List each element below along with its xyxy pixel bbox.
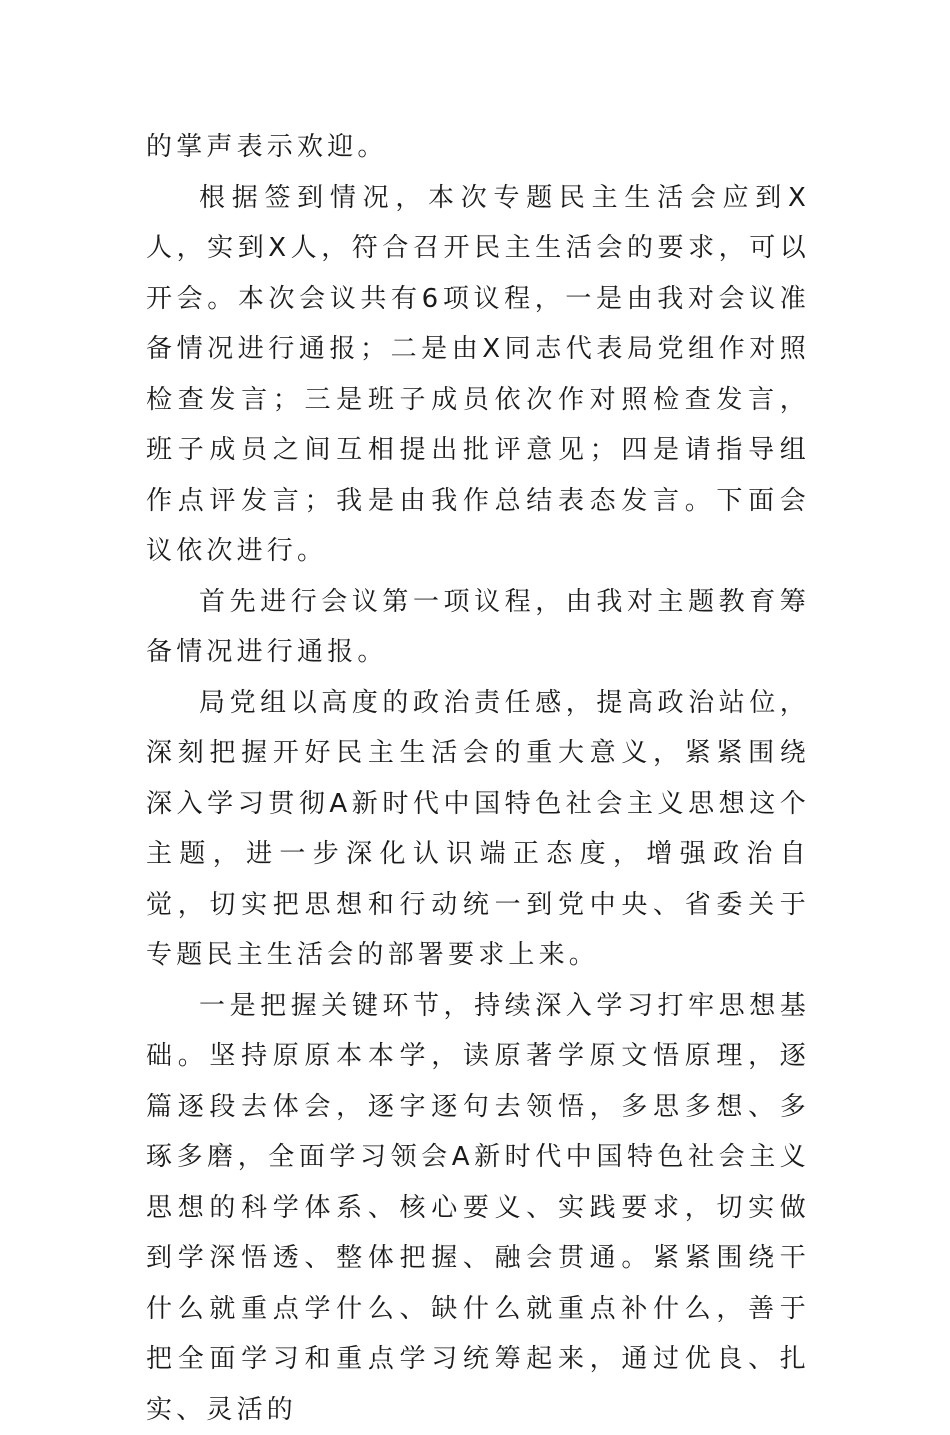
- paragraph-4: 局党组以高度的政治责任感，提高政治站位，深刻把握开好民主生活会的重大意义，紧紧围绕深入学习贯彻A新时代中国特色社会主义思想这个主题，进一步深化认识端正态度，增强政治自觉，切实把思想和行动统一到党中央、省委关于专题民主生活会的部署要求上来。: [146, 678, 810, 981]
- document-body: [146, 122, 810, 1435]
- paragraph-5: 一是把握关键环节，持续深入学习打牢思想基础。坚持原原本本学，读原著学原文悟原理，逐篇逐段去体会，逐字逐句去领悟，多思多想、多琢多磨，全面学习领会A新时代中国特色社会主义思想的科学体系、核心要义、实践要求，切实做到学深悟透、整体把握、融会贯通。紧紧围绕干什么就重点学什么、缺什么就重点补什么，善于把全面学习和重点学习统筹起来，通过优良、扎实、灵活的: [146, 981, 810, 1435]
- paragraph-3: 首先进行会议第一项议程，由我对主题教育筹备情况进行通报。: [146, 577, 810, 678]
- paragraph-1: 的掌声表示欢迎。: [146, 122, 810, 173]
- paragraph-2: 根据签到情况，本次专题民主生活会应到X人，实到X人，符合召开民主生活会的要求，可以开会。本次会议共有6项议程，一是由我对会议准备情况进行通报；二是由X同志代表局党组作对照检查发言；三是班子成员依次作对照检查发言，班子成员之间互相提出批评意见；四是请指导组作点评发言；我是由我作总结表态发言。下面会议依次进行。: [146, 173, 810, 577]
